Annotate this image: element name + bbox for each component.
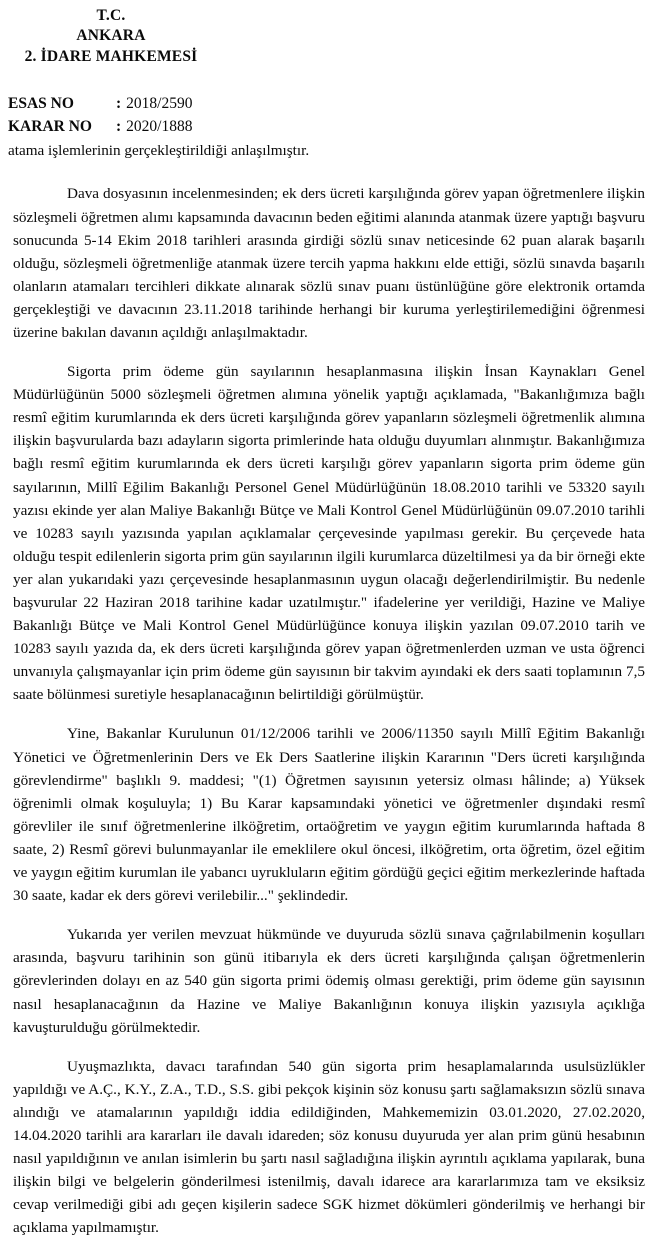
karar-no-value: 2020/1888 (126, 117, 193, 135)
esas-no-row (8, 93, 660, 116)
paragraph: Yine, Bakanlar Kurulunun 01/12/2006 tarihli ve 2006/11350 sayılı Millî Eğitim Bakanlığı Yönetici ve Öğretmenlerinin Ders ve Ek Ders Saatlerine ilişkin Kararının "Ders ücreti karşılığında görevlendirme" başlıklı 9. maddesi; "(1) Öğretmen sayısının yetersiz olması hâlinde; a) Yüksek öğrenimli olmak koşuluyla; 1) Bu Karar kapsamındaki yönetici ve öğretmenler dışındaki resmî görevliler ile sınıf öğretmenlerine ilköğretim, ortaöğretim ve yaygın eğitim kurumlarında haftada 8 saate, 2) Resmî görevi bulunmayanlar ile emeklilere okul öncesi, ilköğretim, orta öğretim, özel eğitim ve yaygın eğitim kurumlan ile yabancı uyrukluların eğitim gördüğü geçici eğitim merkezlerinde haftada 30 saate, kadar ek ders görevi verilebilir..." şeklindedir. (13, 725, 645, 905)
paragraph: Uyuşmazlıkta, davacı tarafından 540 gün sigorta prim hesaplamalarında usulsüzlükler yapıldığı ve A.Ç., K.Y., Z.A., T.D., S.S. gibi pekçok kişinin söz konusu şartı sağlamaksızın sözlü sınava alındığı ve atamalarının yapıldığı iddia edildiğinden, Mahkememizin 03.01.2020, 27.02.2020, 14.04.2020 tarihli ara kararları ile davalı idareden; söz konusu duyuruda yer alan prim günü hesabının nasıl yapıldığının ve anılan isimlerin bu şartı nasıl sağladığına ilişkin ayrıntılı açıklama yapılarak, buna ilişkin bilgi ve belgelerin gönderilmesi istenilmiş, davalı idarece ara kararlarımıza tam ve eksiksiz cevap verilmediği gibi adı geçen kişilerin sadece SGK hizmet dökümleri gönderilmiş ve herhangi bir açıklama yapılmamıştır. (13, 1057, 645, 1237)
esas-no-value: 2018/2590 (126, 95, 193, 113)
paragraph: Dava dosyasının incelenmesinden; ek ders ücreti karşılığında görev yapan öğretmenlere ilişkin sözleşmeli öğretmen alımı kapsamında davacının beden eğitimi alanında atanmak üzere yaptığı başvuru sonucunda 5-14 Ekim 2018 tarihleri arasında girdiği sözlü sınav neticesinde 62 puan alarak başarılı olduğu, sözleşmeli öğretmenliğe atanmak üzere tercih yapma hakkını elde ettiği, sözlü sınavda başarılı olanların atamaları tercihleri dikkate alınarak sözlü sınav puanı üstünlüğüne göre elektronik ortamda gerçekleştiği ve davacının 23.11.2018 tarihinde herhangi bir kuruma yerleştirilemediğini öğrenmesi üzerine bakılan davanın açıldığı anlaşılmaktadır. (13, 185, 645, 341)
heading-city: ANKARA (76, 27, 146, 45)
heading-republic: T.C. (96, 7, 126, 24)
esas-no-separator: : (116, 95, 122, 113)
paragraph: Sigorta prim ödeme gün sayılarının hesaplanmasına ilişkin İnsan Kaynakları Genel Müdürlüğünün 5000 sözleşmeli öğretmen alımına yönelik yaptığı açıklamada, "Bakanlığımıza bağlı resmî eğitim kurumlarında ek ders ücreti karşılığında görev yapanların sözleşmeli öğretmenlik alımına ilişkin başvurularda bazı adayların sigorta primlerinde hata olduğu duyumları alınmıştır. Bakanlığımıza bağlı resmî eğitim kurumlarında ek ders ücreti karşılığı görev yapanların sigorta prim ödeme gün sayılarının, Millî Eğilim Bakanlığı Personel Genel Müdürlüğünün 18.08.2010 tarihli ve 53320 sayılı yazısı ekinde yer alan Maliye Bakanlığı Bütçe ve Mali Kontrol Genel Müdürlüğünün 09.07.2010 tarihli ve 10283 sayılı yazısında yapılan açıklamalar çerçevesinde yapılması gerekir. Bu çerçevede hata olduğu tespit edilenlerin sigorta prim gün sayılarının ilgili kurumlarca düzeltilmesi ya da bir örneği ekte yer alan yukarıdaki yazı çerçevesinde hesaplanmasının uygun olacağı değerlendirilmiştir. Bu nedenle başvurular 22 Haziran 2018 tarihine kadar uzatılmıştır." ifadelerine yer verildiği, Hazine ve Maliye Bakanlığı Bütçe ve Mali Kontrol Genel Müdürlüğünce konuya ilişkin yazılan 09.07.2010 tarih ve 10283 sayılı yazıda da, ek ders ücreti karşılığında görev yapan öğretmenlerden uzman ve usta öğrenci unvanıyla çalışmayanlar için prim ödeme gün sayısının bir takvim ayındaki ek ders saati toplamının 7,5 saate bölünmesi suretiyle hesaplanacağının belirtildiği görülmüştür. (13, 363, 645, 704)
court-heading (0, 0, 222, 67)
decision-body (0, 182, 660, 1239)
paragraph: Yukarıda yer verilen mevzuat hükmünde ve duyuruda sözlü sınava çağrılabilmenin koşulları arasında, başvuru tarihinin son günü itibarıyla ek ders ücreti karşılığında çalışan öğretmenlerin görevlerinden dolayı en az 540 gün sigorta primi ödemiş olması gerektiği, prim ödeme gün sayısının nasıl hesaplanacağının da Hazine ve Maliye Bakanlığının konuya ilişkin yazısıyla açıklığa kavuşturulduğu görülmektedir. (13, 926, 645, 1036)
karar-no-row (8, 116, 660, 139)
karar-no-label: KARAR NO (8, 117, 92, 135)
case-metadata (0, 93, 660, 138)
heading-court-name: 2. İDARE MAHKEMESİ (24, 47, 198, 65)
carryover-text-line: atama işlemlerinin gerçekleştirildiği anlaşılmıştır. (8, 141, 310, 159)
karar-no-separator: : (116, 117, 122, 135)
esas-no-label: ESAS NO (8, 95, 74, 113)
